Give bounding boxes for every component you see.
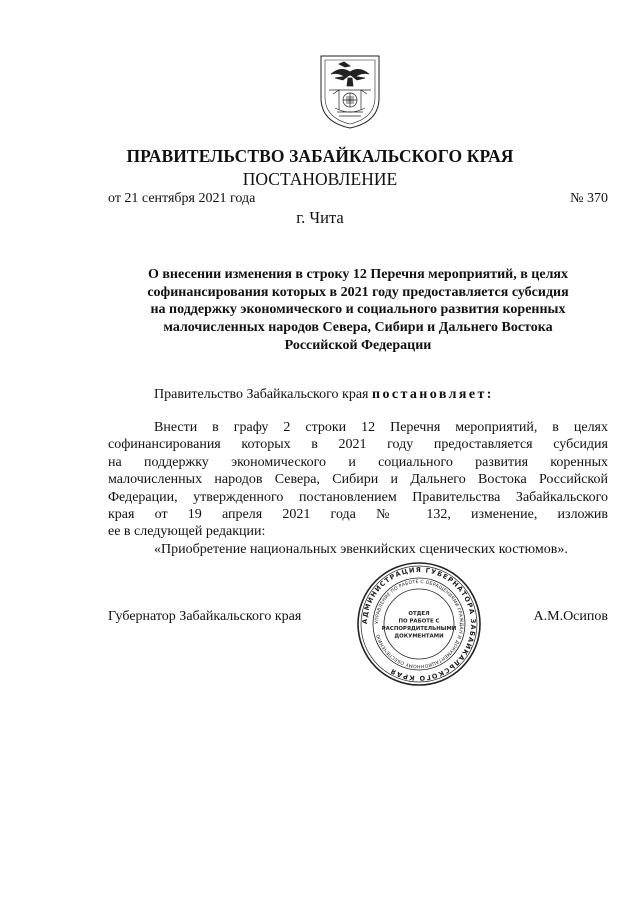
document-city: г. Чита: [296, 208, 344, 227]
official-seal: [356, 561, 482, 687]
document-type: ПОСТАНОВЛЕНИЕ: [242, 169, 398, 189]
subject-line: Российской Федерации: [284, 337, 432, 353]
paragraph-line: края от 19 апреля 2021 года № 132, изменение, изложив: [108, 507, 608, 523]
intro-decree-word: постановляет:: [371, 387, 494, 402]
document-subject: [108, 266, 608, 355]
document-number: № 370: [570, 191, 608, 206]
coat-of-arms-emblem: [317, 52, 383, 130]
seal-center-line: ПО РАБОТЕ С: [398, 618, 440, 625]
seal-center-line: ДОКУМЕНТАМИ: [394, 633, 444, 640]
subject-line: О внесении изменения в строку 12 Перечня мероприятий, в целях: [147, 267, 568, 282]
subject-line: малочисленных народов Севера, Сибири и Дальнего Востока: [163, 320, 553, 336]
paragraph-line: Внести в графу 2 строки 12 Перечня мероприятий, в целях: [154, 420, 608, 435]
subject-line: софинансирования которых в 2021 году предоставляется субсидия: [147, 284, 569, 300]
resolution-intro: [108, 386, 640, 403]
seal-inner-text: УПРАВЛЕНИЕ ПО РАБОТЕ С ОБРАЩЕНИЯМИ ГРАЖДАН И ДОКУМЕНТАЦИОННОМУ ОБЕСПЕЧЕНИЮ: [374, 579, 464, 669]
paragraph-line: ее в следующей редакции:: [108, 524, 266, 540]
seal-center-line: РАСПОРЯДИТЕЛЬНЫМИ: [381, 626, 457, 632]
paragraph-line: Федерации, утвержденного постановлением Правительства Забайкальского: [108, 489, 608, 505]
document-date: от 21 сентября 2021 года: [108, 191, 256, 206]
resolution-paragraph: [108, 419, 608, 558]
seal-center-line: ОТДЕЛ: [408, 611, 430, 617]
intro-prefix: Правительство Забайкальского края: [154, 387, 369, 402]
paragraph-line: на поддержку экономического и социального развития коренных: [108, 454, 608, 470]
government-title: ПРАВИТЕЛЬСТВО ЗАБАЙКАЛЬСКОГО КРАЯ: [126, 146, 514, 166]
paragraph-line: софинансирования которых в 2021 году предоставляется субсидия: [108, 437, 608, 453]
seal-outer-text: АДМИНИСТРАЦИЯ ГУБЕРНАТОРА ЗАБАЙКАЛЬСКОГО КРАЯ: [360, 565, 478, 683]
signer-name: А.М.Осипов: [533, 609, 608, 624]
subject-line: на поддержку экономического и социального развития коренных: [150, 302, 566, 318]
paragraph-line: малочисленных народов Севера, Сибири и Дальнего Востока Российской: [108, 472, 608, 488]
amendment-quote: «Приобретение национальных эвенкийских сценических костюмов».: [154, 541, 568, 557]
signer-role: Губернатор Забайкальского края: [108, 609, 302, 624]
